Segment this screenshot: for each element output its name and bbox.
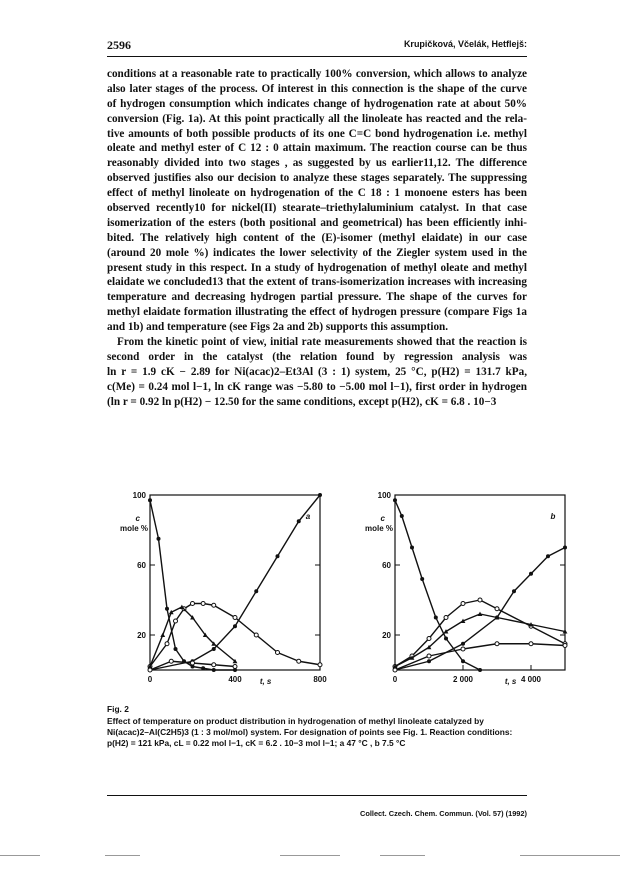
series-line (150, 495, 320, 670)
series-line (395, 614, 565, 667)
scan-edge-rule (280, 855, 340, 856)
data-point (318, 663, 322, 667)
y-axis-label: c (380, 514, 385, 523)
y-axis-label: c (135, 514, 140, 523)
data-point (461, 602, 465, 606)
x-tick-label: 0 (392, 675, 398, 684)
data-point (191, 661, 195, 665)
series-line (395, 500, 480, 670)
scan-edge-rule (520, 855, 620, 856)
body-line: ln r = 1.9 cK − 2.89 for Ni(acac)2–Et3Al (3 : 1) system, 25 °C, p(H2) = 131.7 kPa, (107, 365, 527, 378)
series-line (150, 604, 320, 667)
data-point (157, 537, 161, 541)
data-point (478, 598, 482, 602)
x-tick-label: 2 000 (452, 675, 474, 684)
data-point (393, 498, 397, 502)
data-point (212, 647, 216, 651)
panel-letter: a (305, 512, 311, 521)
body-line: of hydrogen consumption which indicates change of hydrogenation rate at about 50% (107, 97, 527, 110)
x-axis-label: t, s (504, 677, 517, 686)
body-line: tive amounts of both possible products of its one C=C bond hydrogenation i.e. methyl (107, 127, 527, 140)
data-point (400, 514, 404, 518)
data-point (478, 668, 482, 672)
data-point (297, 659, 301, 663)
data-point (201, 602, 205, 606)
y-tick-label: 60 (137, 561, 146, 570)
data-point (174, 619, 178, 623)
scan-edge-rule (380, 855, 425, 856)
y-tick-label: 20 (382, 631, 391, 640)
x-tick-label: 4 000 (520, 675, 542, 684)
y-tick-label: 60 (382, 561, 391, 570)
data-point (212, 663, 216, 667)
body-line: From the kinetic point of view, initial rate measurements showed that the reaction is (117, 336, 527, 349)
data-point (444, 637, 448, 641)
data-point (495, 642, 499, 646)
data-point (174, 647, 178, 651)
figure-label: Fig. 2 (107, 704, 129, 714)
data-point (563, 546, 567, 550)
body-line: isomerization of the esters (both positional and geometrical) has been efficiently inhi- (107, 216, 527, 229)
data-point (529, 572, 533, 576)
data-point (212, 668, 216, 672)
figure-2 (110, 487, 556, 702)
data-point (420, 577, 424, 581)
page-header (107, 38, 527, 54)
data-point (297, 519, 301, 523)
body-line: also later stages of the process. Of interest in this connection is the shape of the curve (107, 82, 527, 95)
data-point (461, 647, 465, 651)
body-line: (around 20 mole %) indicates the lower selectivity of the Ziegler system used in the (107, 246, 527, 259)
data-point (276, 651, 280, 655)
body-line: temperature and decreasing hydrogen partial pressure. The shape of the curves for (107, 291, 527, 304)
data-point (169, 659, 173, 663)
data-point (318, 493, 322, 497)
data-point (495, 616, 499, 620)
y-tick-label: 100 (132, 491, 146, 500)
figure-caption (107, 704, 527, 749)
data-point (212, 603, 216, 607)
y-axis-label-unit: mole % (119, 524, 148, 533)
data-point (233, 616, 237, 620)
data-point (546, 554, 550, 558)
x-axis-label: t, s (259, 677, 272, 686)
series-line (395, 600, 565, 667)
data-point (427, 654, 431, 658)
body-text (107, 67, 527, 409)
body-line: second order in the catalyst (the relation found by regression analysis was (107, 350, 527, 363)
journal-footer: Collect. Czech. Chem. Commun. (Vol. 57) (1992) (359, 809, 527, 818)
body-line: methyl elaidate formation illustrating the effect of hydrogen pressure (compare Figs 1a (107, 306, 527, 319)
data-point (148, 498, 152, 502)
body-line: effect of methyl linoleate on hydrogenation of the C 18 : 1 monoene esters has been (107, 187, 527, 200)
body-line: (ln r = 0.92 ln p(H2) − 12.50 for the same conditions, except p(H2), cK = 6.8 . 10−3 (107, 395, 497, 408)
y-tick-label: 100 (377, 491, 391, 500)
data-point (201, 666, 205, 670)
body-line: observed recently10 for nickel(II) stearate–triethylaluminium catalyst. In that case (107, 202, 527, 215)
data-point (529, 642, 533, 646)
data-point (461, 642, 465, 646)
running-authors: Krupičková, Včelák, Hetflejš: (403, 39, 527, 49)
body-line: elaidate we concluded13 that the extent of trans-isomerization increases with increasing (107, 276, 527, 289)
data-point (444, 616, 448, 620)
data-point (410, 546, 414, 550)
data-point (427, 637, 431, 641)
data-point (160, 633, 165, 637)
panel-letter: b (550, 512, 556, 521)
data-point (233, 665, 237, 669)
data-point (563, 644, 567, 648)
x-tick-label: 800 (313, 675, 327, 684)
chart-panel-a (110, 487, 330, 702)
data-point (276, 554, 280, 558)
y-tick-label: 20 (137, 631, 146, 640)
body-line: observed justifies also our decision to analyze these stages separately. The suppressing (107, 172, 527, 185)
body-line: present study in this respect. In a study of hydrogenation of methyl oleate and methyl (107, 261, 527, 274)
data-point (512, 589, 516, 593)
plot-frame (150, 495, 320, 670)
data-point (393, 668, 397, 672)
body-line: and 1b) and temperature (see Figs 2a and 2b) supports this assumption. (107, 321, 449, 334)
data-point (495, 607, 499, 611)
body-line: c(Me) = 0.24 mol l−1, ln cK range was −5.80 to −5.00 mol l−1), first order in hydrogen (107, 380, 527, 393)
data-point (233, 624, 237, 628)
body-line: conversion (Fig. 1a). At this point practically all the linoleate has reacted and the rela- (107, 112, 527, 125)
body-line: reasonably divided into two stages , as suggested by us earlier11,12. The difference (107, 157, 527, 170)
data-point (427, 659, 431, 663)
series-line (150, 500, 235, 670)
y-axis-label-unit: mole % (364, 524, 393, 533)
data-point (165, 642, 169, 646)
figure-caption-text: Effect of temperature on product distribution in hydrogenation of methyl linoleate catalyzed by Ni(acac)2–Al(C2H5)3 (1 : 3 mol/mol) system. For designation of points see Fig. 1. Reaction conditions: p(H2) = 121 kPa, cL = 0.22 mol l−1, cK = 6.2 . 10−3 mol l−1; a 47 °C , b 7.5 °C (107, 716, 513, 748)
x-tick-label: 0 (147, 675, 153, 684)
data-point (191, 602, 195, 606)
footer-rule (107, 795, 527, 796)
series-line (395, 548, 565, 671)
x-tick-label: 400 (228, 675, 242, 684)
scan-edge-rule (105, 855, 140, 856)
data-point (461, 659, 465, 663)
data-point (254, 633, 258, 637)
chart-panel-b (355, 487, 575, 702)
page-number: 2596 (107, 38, 131, 52)
data-point (254, 589, 258, 593)
header-rule (107, 56, 527, 57)
data-point (434, 616, 438, 620)
data-point (165, 607, 169, 611)
body-line: conditions at a reasonable rate to practically 100% conversion, which allows to analyze (107, 68, 527, 80)
body-line: oleate and methyl ester of C 12 : 0 attain maximum. The reaction course can be thus (107, 142, 527, 155)
data-point (148, 668, 152, 672)
scan-edge-rule (0, 855, 40, 856)
body-line: bited. The relatively high content of the (E)-isomer (methyl elaidate) in our case (107, 231, 527, 244)
